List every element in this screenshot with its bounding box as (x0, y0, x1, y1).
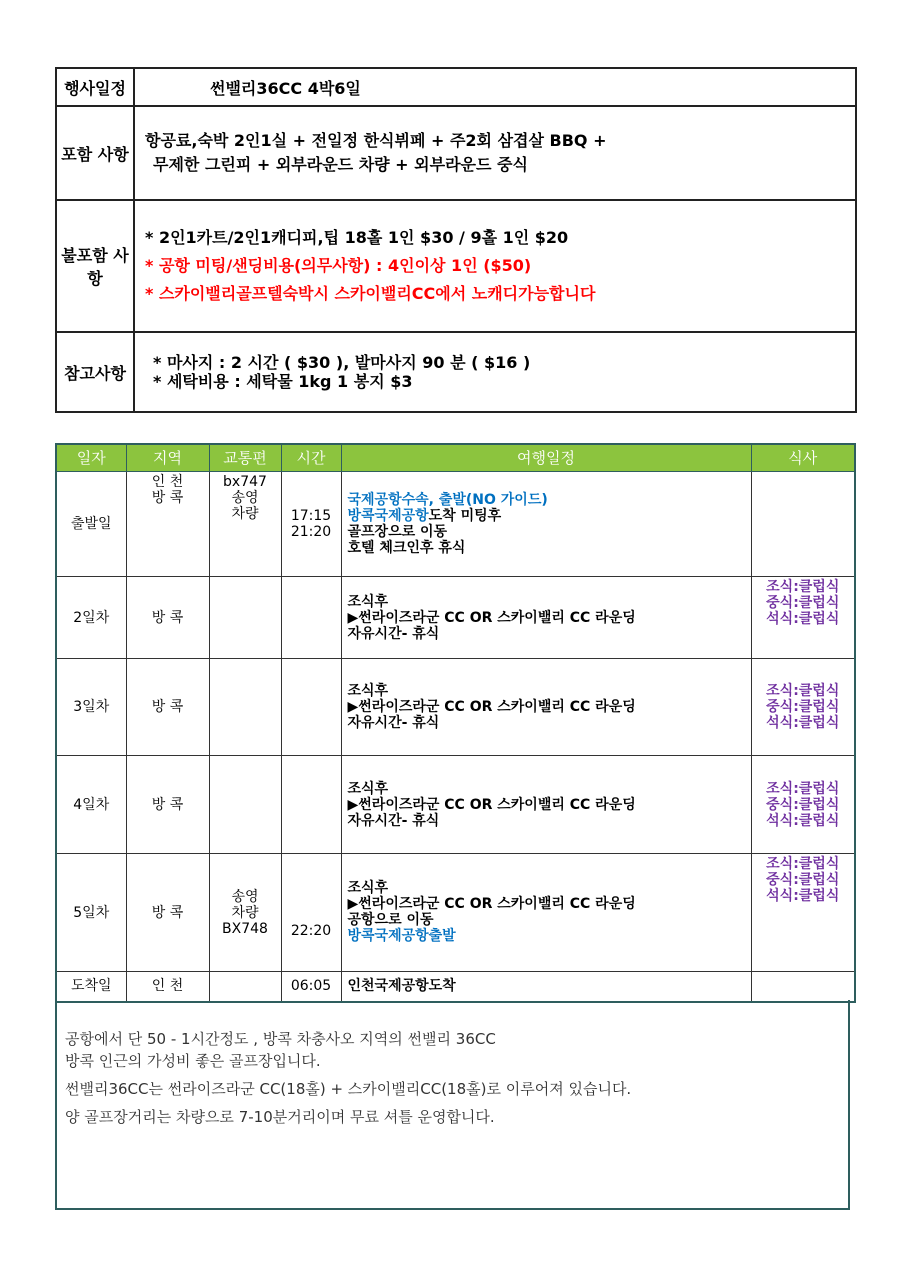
column-header: 여행일정 (341, 444, 751, 472)
table-row (56, 577, 855, 659)
excluded-line: * 공항 미팅/샌딩비용(의무사항) : 4인이상 1인 ($50) (145, 256, 532, 275)
region-cell (126, 854, 209, 972)
region-cell (126, 577, 209, 659)
time-cell (281, 854, 341, 972)
transport-cell (209, 756, 281, 854)
time-line: 06:05 (290, 978, 332, 995)
note-line: 양 골프장거리는 차량으로 7-10분거리이며 무료 셔틀 운영합니다. (65, 1108, 495, 1126)
excluded-line: * 2인1카트/2인1캐디피,팁 18홀 1인 $30 / 9홀 1인 $20 (145, 228, 569, 247)
time-line: 22:20 (290, 923, 332, 939)
note-line: 방콕 인근의 가성비 좋은 골프장입니다. (65, 1052, 321, 1070)
note-line: 썬밸리36CC는 썬라이즈라군 CC(18홀) + 스카이밸리CC(18홀)로 이루어져 있습니다. (65, 1080, 632, 1098)
included-label: 포함 사항 (56, 106, 134, 200)
schedule-value: 썬밸리36CC 4박6일 (134, 68, 856, 106)
column-header: 지역 (126, 444, 209, 472)
meal-cell (751, 756, 855, 854)
day-cell: 4일차 (56, 756, 126, 854)
summary-table (55, 67, 857, 413)
plan-line: 인천국제공항도착 (347, 978, 456, 995)
plan-cell (341, 854, 751, 972)
excluded-line: * 스카이밸리골프텔숙박시 스카이밸리CC에서 노캐디가능합니다 (145, 284, 596, 303)
plan-line: 자유시간- 휴식 (347, 812, 440, 829)
transport-cell (209, 972, 281, 1002)
region-cell (126, 756, 209, 854)
time-cell (281, 472, 341, 577)
region-line: 방 콕 (151, 490, 184, 506)
plan-line: 공항으로 이동 (347, 912, 434, 928)
meal-cell (751, 472, 855, 577)
plan-line: ▶썬라이즈라군 CC OR 스카이밸리 CC 라운딩 (347, 699, 636, 715)
region-line: 인 천 (151, 474, 184, 490)
region-line: 인 천 (151, 978, 184, 995)
plan-line: ▶썬라이즈라군 CC OR 스카이밸리 CC 라운딩 (347, 796, 636, 813)
column-header: 시간 (281, 444, 341, 472)
table-row (56, 756, 855, 854)
meal-line: 중식:클럽식 (766, 699, 840, 715)
region-line: 방 콕 (151, 699, 184, 715)
table-row (56, 659, 855, 756)
meal-cell (751, 659, 855, 756)
meal-line: 석식:클럽식 (766, 888, 840, 904)
transport-cell (209, 472, 281, 577)
meal-line: 조식:클럽식 (766, 683, 840, 699)
notes-line: * 세탁비용 : 세탁물 1kg 1 봉지 $3 (153, 372, 413, 391)
time-line: 17:15 (290, 508, 332, 524)
region-cell (126, 472, 209, 577)
table-row (56, 854, 855, 972)
transport-cell (209, 659, 281, 756)
included-line: 항공료,숙박 2인1실 + 전일정 한식뷔페 + 주2회 삼겹살 BBQ + (145, 131, 607, 150)
day-cell: 출발일 (56, 472, 126, 577)
meal-line: 중식:클럽식 (766, 595, 840, 611)
time-cell (281, 756, 341, 854)
meal-line: 중식:클럽식 (766, 796, 840, 813)
transport-line: 차량 (231, 506, 259, 522)
time-cell (281, 577, 341, 659)
region-cell (126, 972, 209, 1002)
day-cell: 3일차 (56, 659, 126, 756)
meal-line: 조식:클럽식 (766, 856, 840, 872)
column-header: 교통편 (209, 444, 281, 472)
plan-line: ▶썬라이즈라군 CC OR 스카이밸리 CC 라운딩 (347, 896, 636, 912)
plan-line: 방콕국제공항출발 (347, 928, 456, 944)
meal-line: 석식:클럽식 (766, 812, 840, 829)
plan-line: ▶썬라이즈라군 CC OR 스카이밸리 CC 라운딩 (347, 609, 636, 626)
meal-line: 조식:클럽식 (766, 780, 840, 797)
region-line: 방 콕 (151, 609, 184, 626)
table-row (56, 972, 855, 1002)
plan-text: 도착 미팅후 (428, 508, 502, 524)
transport-line: 송영 (231, 888, 259, 905)
note-line: 공항에서 단 50 - 1시간정도 , 방콕 차충사오 지역의 썬밸리 36CC (65, 1030, 496, 1048)
plan-cell (341, 659, 751, 756)
region-line: 방 콕 (151, 904, 184, 921)
meal-line: 석식:클럽식 (766, 715, 840, 731)
region-cell (126, 659, 209, 756)
table-row (56, 472, 855, 577)
notes-label: 참고사항 (56, 332, 134, 412)
transport-line: bx747 (223, 474, 267, 490)
column-header: 식사 (751, 444, 855, 472)
footer-notes (55, 1000, 850, 1210)
transport-line: 송영 (231, 490, 259, 506)
region-line: 방 콕 (151, 796, 184, 813)
notes-line: * 마사지 : 2 시간 ( $30 ), 발마사지 90 분 ( $16 ) (153, 353, 531, 372)
time-cell (281, 659, 341, 756)
meal-cell (751, 972, 855, 1002)
day-cell: 5일차 (56, 854, 126, 972)
plan-line: 호텔 체크인후 휴식 (347, 540, 466, 556)
plan-cell (341, 972, 751, 1002)
plan-line: 조식후 (347, 880, 389, 896)
plan-cell (341, 577, 751, 659)
transport-line: 차량 (231, 904, 259, 921)
time-cell (281, 972, 341, 1002)
day-cell: 도착일 (56, 972, 126, 1002)
plan-line: 조식후 (347, 683, 389, 699)
plan-text: 방콕국제공항 (347, 508, 429, 524)
meal-line: 조식:클럽식 (766, 579, 840, 595)
column-header: 일자 (56, 444, 126, 472)
plan-line: 조식후 (347, 780, 389, 797)
plan-line: 자유시간- 휴식 (347, 625, 440, 642)
schedule-label: 행사일정 (56, 68, 134, 106)
meal-line: 중식:클럽식 (766, 872, 840, 888)
plan-line: 국제공항수속, 출발(NO 가이드) (347, 492, 548, 508)
meal-cell (751, 854, 855, 972)
plan-line: 자유시간- 휴식 (347, 715, 440, 731)
included-line: 무제한 그린피 + 외부라운드 차량 + 외부라운드 중식 (153, 155, 528, 174)
plan-cell (341, 472, 751, 577)
plan-line: 골프장으로 이동 (347, 524, 448, 540)
transport-cell (209, 854, 281, 972)
plan-line: 조식후 (347, 593, 389, 610)
time-line: 21:20 (290, 524, 332, 540)
plan-cell (341, 756, 751, 854)
meal-line: 석식:클럽식 (766, 611, 840, 627)
itinerary-table (55, 443, 856, 1003)
transport-cell (209, 577, 281, 659)
meal-cell (751, 577, 855, 659)
transport-line: BX748 (222, 920, 268, 937)
excluded-label: 불포함 사항 (56, 200, 134, 332)
day-cell: 2일차 (56, 577, 126, 659)
